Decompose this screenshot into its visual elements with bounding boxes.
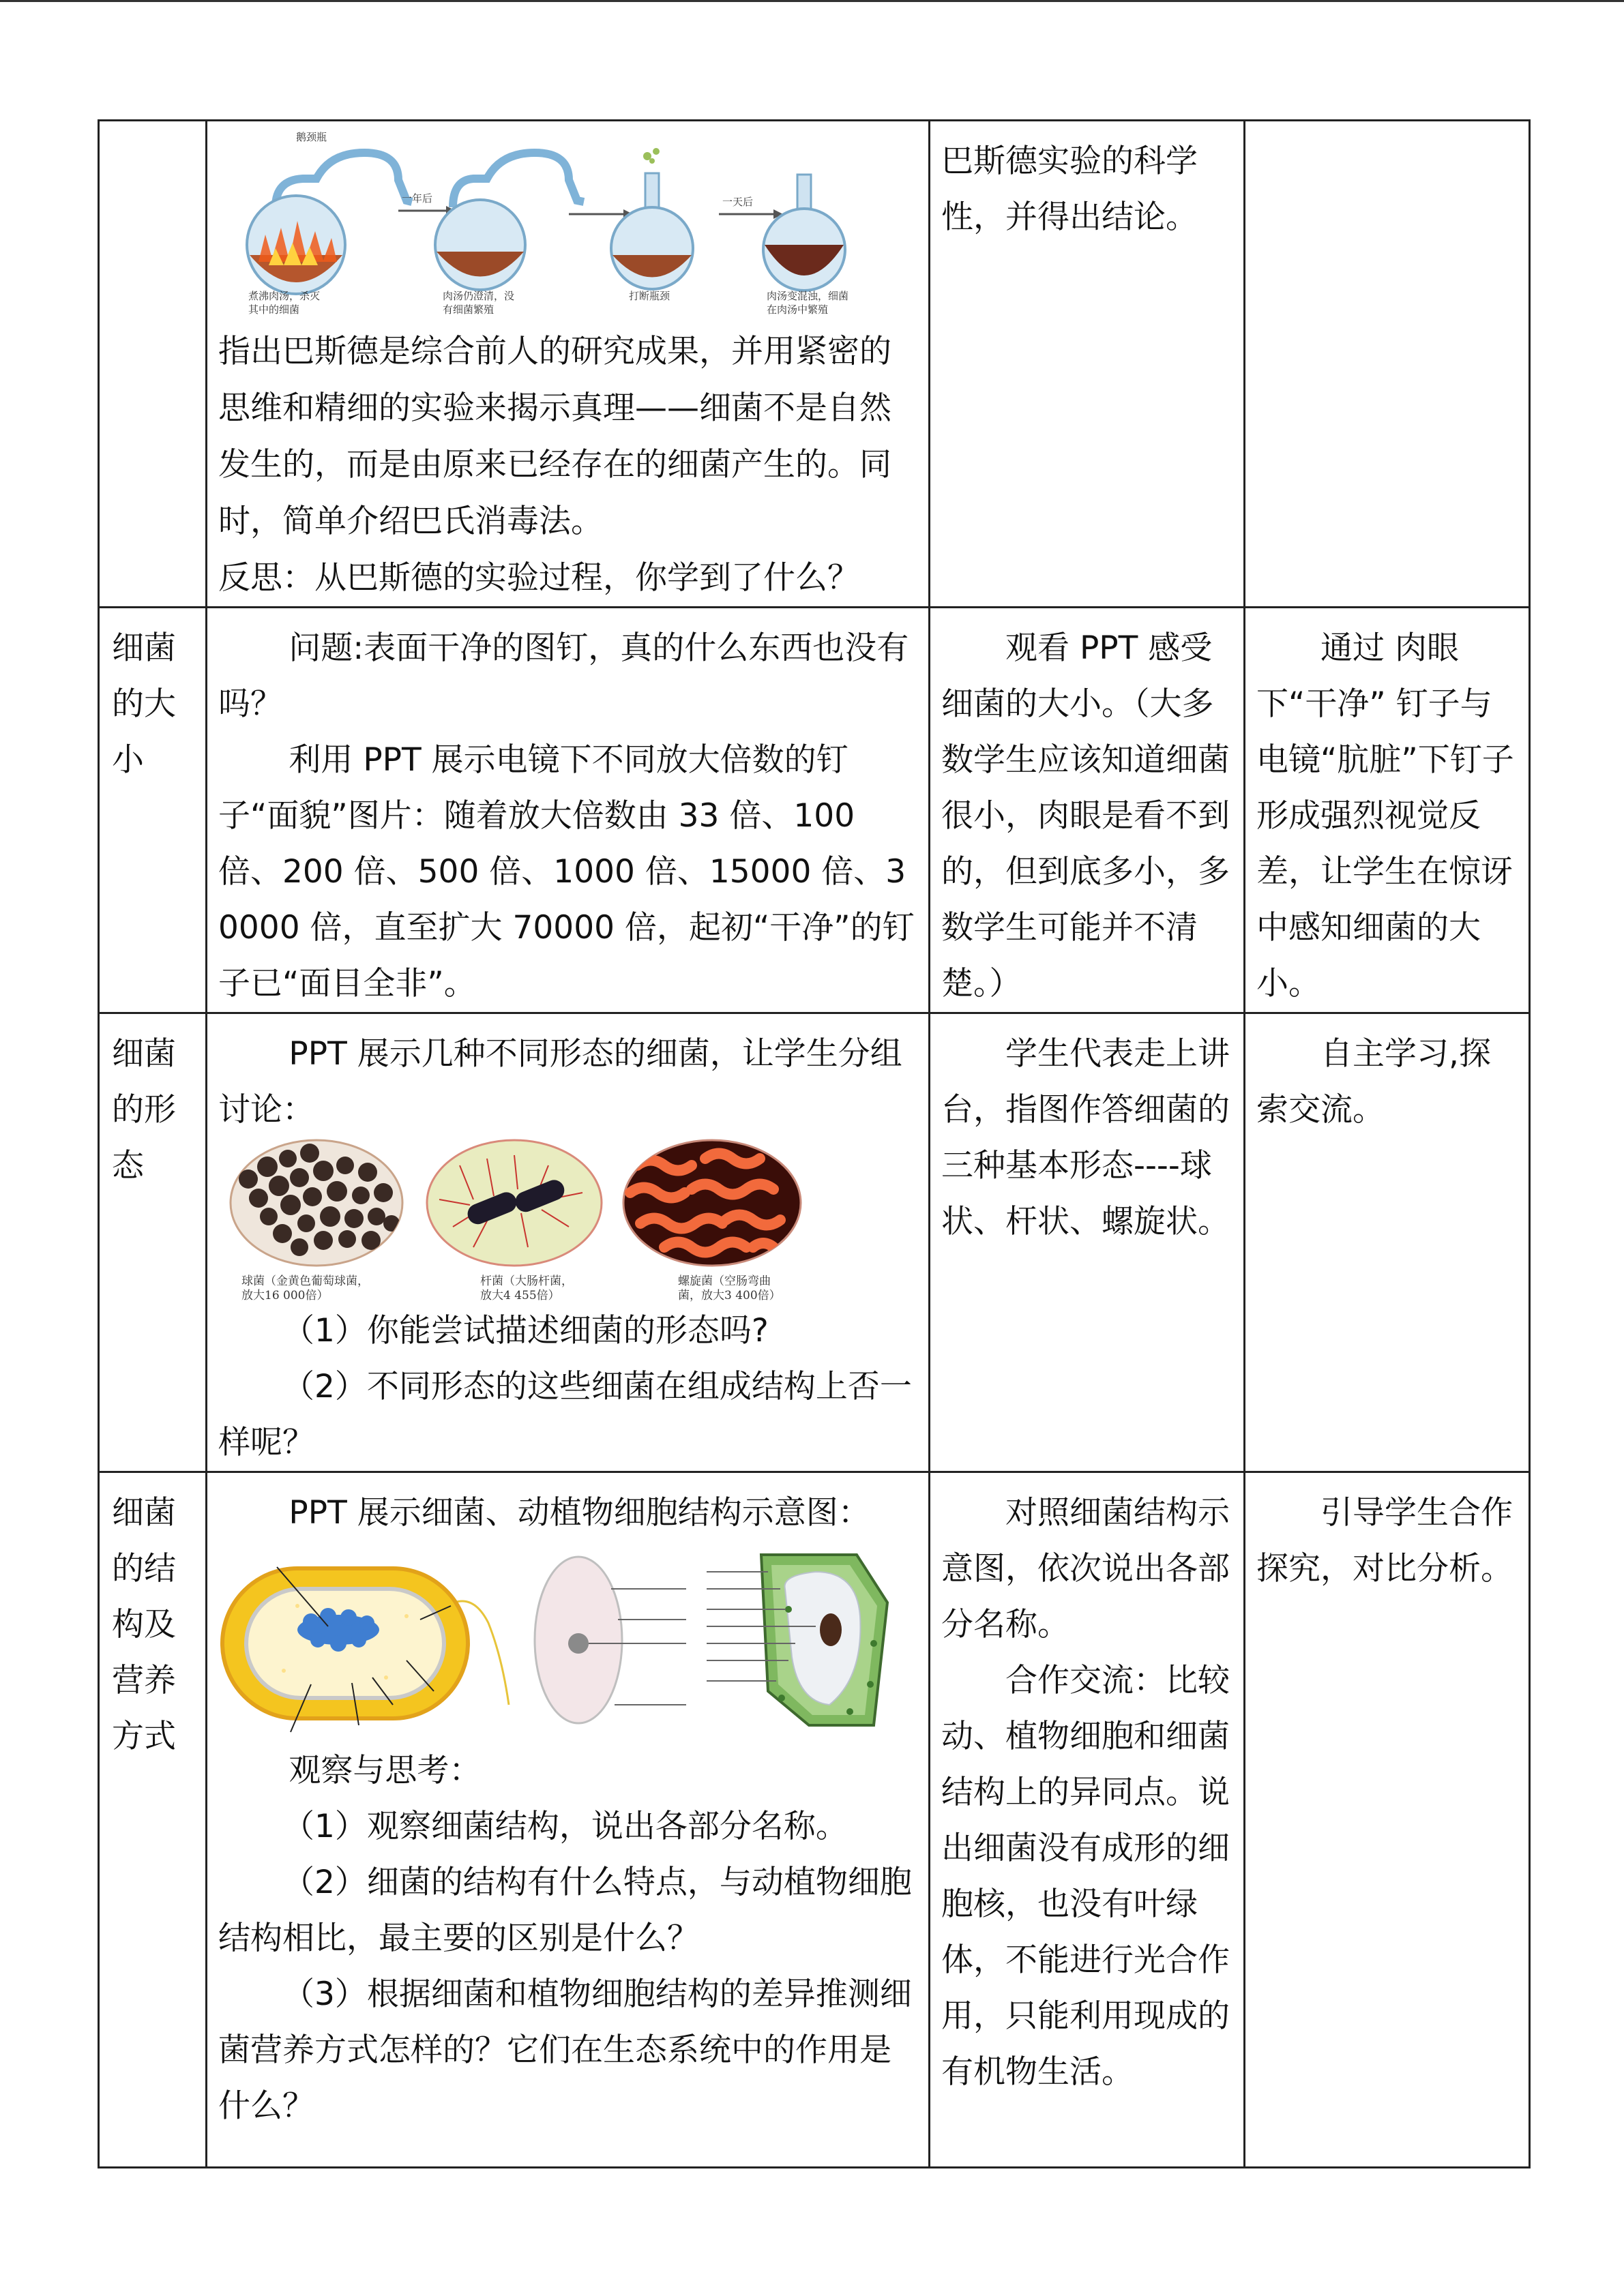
- stage-label-cell: [99, 608, 207, 1013]
- shape-ppt-intro: PPT 展示几种不同形态的细菌，让学生分组讨论：: [218, 1035, 902, 1129]
- student-activity-text: 观看 PPT 感受细菌的大小。（大多数学生应该知道细菌很小，肉眼是看不到的，但到底多小，多数学生可能并不清楚。）: [941, 629, 1230, 1002]
- teacher-activity-cell: [207, 608, 930, 1013]
- spirillum-caption-a: 螺旋菌（空肠弯曲: [678, 1274, 771, 1288]
- flask4-caption-a: 肉汤变混浊，细菌: [767, 290, 849, 302]
- student-activity-cell: [930, 1013, 1245, 1472]
- shape-question-2: （2）不同形态的这些细菌在组成结构上否一样呢？: [218, 1368, 912, 1461]
- design-intent-text: 自主学习,探索交流。: [1256, 1035, 1491, 1129]
- size-ppt-description: 利用 PPT 展示电镜下不同放大倍数的钉子“面貌”图片：随着放大倍数由 33 倍、100 倍、200 倍、500 倍、1000 倍、15000 倍、30000 倍，直至扩大 70000 倍，起初“干净”的钉子已“面目全非”。: [218, 741, 915, 1002]
- stage-label-shape: 细菌的形态: [112, 1035, 176, 1184]
- cell-structure-figure: [207, 1541, 928, 1739]
- design-intent-text: 通过 肉眼下“干净” 钉子与电镜“肮脏”下钉子形成强烈视觉反差，让学生在惊讶中感知细菌的大小。: [1256, 629, 1514, 1002]
- student-activity-text-2: 合作交流：比较动、植物细胞和细菌结构上的异同点。说出细菌没有成形的细胞核，也没有叶绿体，不能进行光合作用，只能利用现成的有机物生活。: [941, 1662, 1230, 2091]
- flask1-caption-a: 煮沸肉汤，杀灭: [248, 290, 321, 302]
- student-activity-cell: [930, 1472, 1245, 2168]
- student-activity-text: 巴斯德实验的科学性，并得出结论。: [941, 143, 1198, 236]
- design-intent-cell: [1245, 1013, 1530, 1472]
- stage-label-structure: 细菌的结构及营养方式: [112, 1494, 176, 1755]
- arrow2-label: 一天后: [722, 196, 754, 208]
- student-activity-text-1: 对照细菌结构示意图，依次说出各部分名称。: [941, 1494, 1230, 1643]
- spirillum-image: [623, 1140, 801, 1266]
- teacher-activity-cell: [207, 121, 930, 608]
- bacillus-caption-a: 杆菌（大肠杆菌，: [480, 1274, 573, 1288]
- student-activity-cell: [930, 608, 1245, 1013]
- bacillus-caption-b: 放大4 455倍）: [480, 1289, 560, 1302]
- bacteria-shapes-figure: [207, 1138, 928, 1302]
- bacterium-diagram: [222, 1567, 509, 1732]
- teacher-activity-cell: [207, 1472, 930, 2168]
- flask2-caption-b: 有细菌繁殖: [443, 303, 494, 316]
- stage-label-cell: [99, 1013, 207, 1472]
- swan-neck-flask-figure: [207, 121, 928, 323]
- coccus-caption-b: 放大16 000倍）: [241, 1289, 329, 1302]
- coccus-image: [231, 1140, 402, 1266]
- stage-label-size: 细菌的大小: [112, 629, 176, 779]
- size-question: 问题:表面干净的图钉，真的什么东西也没有吗？: [218, 629, 909, 723]
- structure-question-1: （1）观察细菌结构，说出各部分名称。: [282, 1808, 848, 1845]
- flask-title: 鹅颈瓶: [296, 131, 327, 143]
- design-intent-cell: [1245, 121, 1530, 608]
- flask-clear: [435, 153, 584, 290]
- swan-neck-flask-diagram: [228, 125, 910, 323]
- flask2-caption-a: 肉汤仍澄清，没: [443, 290, 515, 302]
- flask-broken-neck: [611, 148, 693, 289]
- design-intent-cell: [1245, 608, 1530, 1013]
- arrow-one-day: [719, 196, 783, 219]
- design-intent-text: 引导学生合作探究，对比分析。: [1256, 1494, 1513, 1587]
- pasteur-summary-text: 指出巴斯德是综合前人的研究成果，并用紧密的思维和精细的实验来揭示真理——细菌不是自然发生的，而是由原来已经存在的细菌产生的。同时，简单介绍巴氏消毒法。: [218, 333, 891, 540]
- animal-cell-diagram: [535, 1557, 686, 1723]
- bacillus-image: [427, 1140, 602, 1266]
- plant-cell-diagram: [707, 1555, 887, 1725]
- coccus-caption-a: 球菌（金黄色葡萄球菌，: [241, 1274, 369, 1288]
- lesson-plan-table: [98, 119, 1531, 2168]
- arrow1-label: 一年后: [402, 192, 433, 205]
- stage-label-cell: [99, 1472, 207, 2168]
- bacteria-shapes-images: [228, 1138, 883, 1302]
- student-activity-cell: [930, 121, 1245, 608]
- flask-turbid: [763, 175, 845, 290]
- structure-question-3: （3）根据细菌和植物细胞结构的差异推测细菌营养方式怎样的？它们在生态系统中的作用是什么？: [218, 1976, 912, 2125]
- teacher-activity-cell: [207, 1013, 930, 1472]
- spirillum-caption-b: 菌，放大3 400倍）: [678, 1289, 781, 1302]
- row-bacteria-structure: [99, 1472, 1530, 2168]
- flask-boiling: [247, 153, 412, 294]
- design-intent-cell: [1245, 1472, 1530, 2168]
- flask3-caption: 打断瓶颈: [629, 290, 670, 302]
- student-activity-text: 学生代表走上讲台，指图作答细菌的三种基本形态----球状、杆状、螺旋状。: [941, 1035, 1230, 1240]
- arrow-one-year: [398, 192, 456, 215]
- row-pasteur-experiment: [99, 121, 1530, 608]
- observe-think-heading: 观察与思考：: [289, 1752, 482, 1789]
- row-bacteria-shape: [99, 1013, 1530, 1472]
- flask4-caption-b: 在肉汤中繁殖: [767, 303, 829, 316]
- structure-ppt-intro: PPT 展示细菌、动植物细胞结构示意图：: [289, 1494, 870, 1532]
- flask1-caption-b: 其中的细菌: [248, 303, 300, 316]
- structure-question-2: （2）细菌的结构有什么特点，与动植物细胞结构相比，最主要的区别是什么？: [218, 1864, 912, 1957]
- cell-structure-diagrams: [216, 1541, 925, 1739]
- page-top-border: [0, 0, 1624, 2]
- stage-label-cell: [99, 121, 207, 608]
- row-bacteria-size: [99, 608, 1530, 1013]
- shape-question-1: （1）你能尝试描述细菌的形态吗?: [282, 1312, 769, 1350]
- reflection-question: 反思：从巴斯德的实验过程，你学到了什么？: [218, 559, 859, 597]
